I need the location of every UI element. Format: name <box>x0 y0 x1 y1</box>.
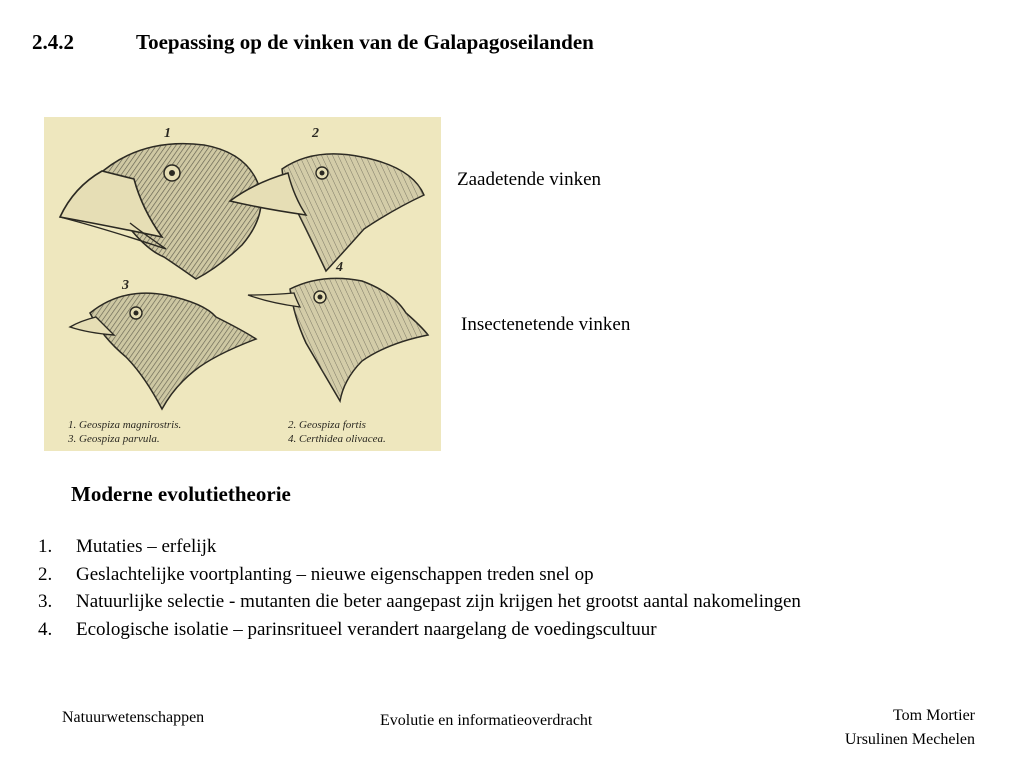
finch-3-head <box>70 293 256 409</box>
footer-author-name: Tom Mortier <box>893 707 975 724</box>
footer-school: Ursulinen Mechelen <box>844 731 975 748</box>
list-item-number: 4. <box>38 618 53 640</box>
list-item-text: Geslachtelijke voortplanting – nieuwe eigenschappen treden snel op <box>76 563 594 585</box>
list-item <box>38 588 801 616</box>
list-item-text: Ecologische isolatie – parinsritueel verandert naargelang de voedingscultuur <box>76 618 657 640</box>
list-item <box>38 616 801 644</box>
finch-number-3: 3 <box>122 278 129 293</box>
seed-eating-finches-label: Zaadetende vinken <box>457 169 602 190</box>
finch-4-head <box>248 278 428 401</box>
list-item-text: Mutaties – erfelijk <box>76 536 217 557</box>
footer-author <box>845 704 975 752</box>
slide-heading <box>32 30 594 55</box>
list-item <box>38 561 801 589</box>
finch-number-2: 2 <box>312 126 319 141</box>
footer-subject: Natuurwetenschappen <box>62 709 205 726</box>
list-item-number: 2. <box>38 563 53 585</box>
caption-3: 3. Geospiza parvula. <box>68 433 160 445</box>
caption-2: 2. Geospiza fortis <box>288 419 366 431</box>
list-item-text: Natuurlijke selectie - mutanten die beter aangepast zijn krijgen het grootst aantal nakomelingen <box>76 591 801 612</box>
section-number: 2.4.2 <box>32 30 74 54</box>
caption-4: 4. Certhidea olivacea. <box>288 433 386 445</box>
finch-number-1: 1 <box>164 126 171 141</box>
theory-points-list <box>38 533 801 643</box>
insect-eating-finches-label: Insectenetende vinken <box>461 314 631 335</box>
slide-title: Toepassing op de vinken van de Galapagoseilanden <box>136 30 594 54</box>
caption-1: 1. Geospiza magnirostris. <box>68 419 182 431</box>
list-item-number: 3. <box>38 591 53 612</box>
finch-heads-illustration <box>44 117 441 451</box>
list-item-number: 1. <box>38 536 53 557</box>
section-subtitle: Moderne evolutietheorie <box>71 482 291 506</box>
list-item <box>38 533 801 561</box>
footer-course-title: Evolutie en informatieoverdracht <box>380 712 593 729</box>
finch-number-4: 4 <box>336 260 343 275</box>
finch-1-head <box>60 144 261 279</box>
